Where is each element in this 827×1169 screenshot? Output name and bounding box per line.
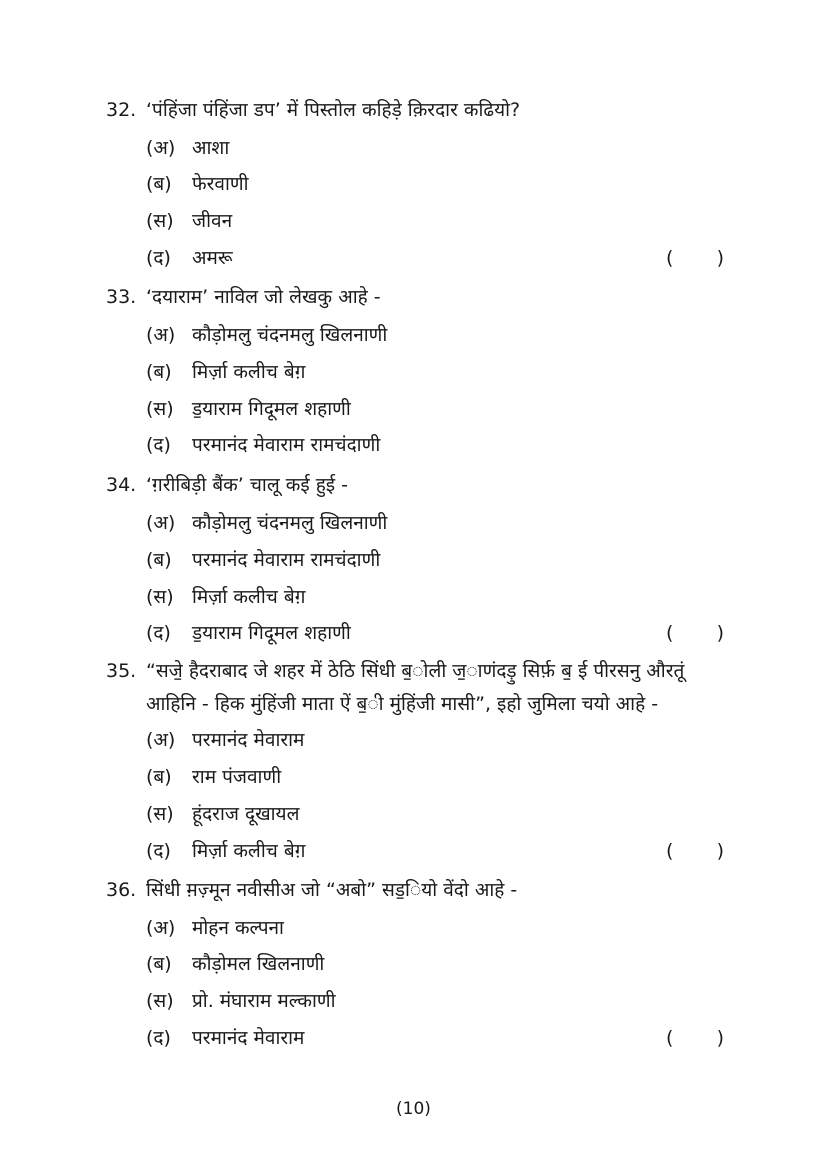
option-row xyxy=(0,396,827,426)
option-label: (स) xyxy=(146,586,174,608)
option-label: (ब) xyxy=(146,173,172,195)
option-label: (स) xyxy=(146,398,174,420)
option-text: फेरवाणी xyxy=(192,173,249,195)
option-label: (ब) xyxy=(146,953,172,975)
answer-box-close: ) xyxy=(716,622,724,644)
option-label: (द) xyxy=(146,840,171,862)
page-number: (10) xyxy=(396,1099,431,1119)
option-text: ड॒याराम गिदूमल शहाणी xyxy=(192,398,351,420)
option-text: आशा xyxy=(192,137,230,159)
question-number: 33. xyxy=(106,286,137,308)
option-label: (अ) xyxy=(146,729,176,751)
option-label: (द) xyxy=(146,1027,171,1049)
option-label: (अ) xyxy=(146,324,176,346)
answer-box-close: ) xyxy=(716,840,724,862)
answer-box-open: ( xyxy=(666,622,674,644)
option-text: परमानंद मेवाराम xyxy=(192,1027,305,1049)
option-row xyxy=(0,510,827,540)
option-row xyxy=(0,584,827,614)
question-text: “सजे॒ हैदराबाद जे शहर में ठेठि सिंधी ब॒ोली ज॒ाणंदड़ु सिर्फ़ ब॒ ई पीरसनु औरतूं xyxy=(146,660,685,682)
option-label: (स) xyxy=(146,803,174,825)
question-text-continuation: आहिनि - हिक मुंहिंजी माता ऐं ब॒ी मुंहिंजी मासी”, इहो जुमिला चयो आहे - xyxy=(146,693,659,715)
option-row xyxy=(0,801,827,831)
option-row xyxy=(0,838,827,868)
option-text: मोहन कल्पना xyxy=(192,917,284,939)
option-label: (अ) xyxy=(146,512,176,534)
option-label: (स) xyxy=(146,990,174,1012)
option-text: प्रो. मंघाराम मल्काणी xyxy=(192,990,336,1012)
option-text: हूंदराज दूखायल xyxy=(192,803,300,825)
option-label: (अ) xyxy=(146,917,176,939)
question-35-continuation-row xyxy=(0,691,827,721)
option-text: कौड़ोमल खिलनाणी xyxy=(192,953,325,975)
option-text: ड॒याराम गिदूमल शहाणी xyxy=(192,622,351,644)
option-text: मिर्ज़ा कलीच बेग़ xyxy=(192,361,306,383)
option-row xyxy=(0,727,827,757)
option-text: कौड़ोमलु चंदनमलु खिलनाणी xyxy=(192,512,388,534)
option-label: (द) xyxy=(146,434,171,456)
option-label: (ब) xyxy=(146,361,172,383)
answer-box-open: ( xyxy=(666,247,674,269)
option-row xyxy=(0,208,827,238)
option-label: (ब) xyxy=(146,549,172,571)
question-35 xyxy=(0,658,827,688)
option-row xyxy=(0,620,827,650)
option-label: (स) xyxy=(146,210,174,232)
option-row xyxy=(0,951,827,981)
option-text: मिर्ज़ा कलीच बेग़ xyxy=(192,586,306,608)
option-text: राम पंजवाणी xyxy=(192,766,282,788)
option-text: परमानंद मेवाराम xyxy=(192,729,305,751)
question-33 xyxy=(0,284,827,314)
question-text: ‘पंहिंजा पंहिंजा डप’ में पिस्तोल कहिड़े क़िरदार कढियो? xyxy=(146,99,521,121)
option-row xyxy=(0,915,827,945)
question-text: सिंधी म़ज़्मून नवीसीअ जो “अबो” सड॒ियो वेंदो आहे - xyxy=(146,879,518,901)
answer-box-open: ( xyxy=(666,1027,674,1049)
question-number: 35. xyxy=(106,660,137,682)
option-row xyxy=(0,1025,827,1055)
option-text: जीवन xyxy=(192,210,233,232)
question-text: ‘ग़रीबिड़ी बैंक’ चालू कई हुई - xyxy=(146,474,349,496)
option-text: अमरू xyxy=(192,247,233,269)
answer-box-close: ) xyxy=(716,1027,724,1049)
option-row xyxy=(0,245,827,275)
option-row xyxy=(0,547,827,577)
option-label: (ब) xyxy=(146,766,172,788)
option-row xyxy=(0,171,827,201)
answer-box-close: ) xyxy=(716,247,724,269)
option-text: परमानंद मेवाराम रामचंदाणी xyxy=(192,549,381,571)
question-number: 32. xyxy=(106,99,137,121)
option-label: (द) xyxy=(146,247,171,269)
option-row xyxy=(0,432,827,462)
question-34 xyxy=(0,472,827,502)
option-text: परमानंद मेवाराम रामचंदाणी xyxy=(192,434,381,456)
option-row xyxy=(0,988,827,1018)
answer-box-open: ( xyxy=(666,840,674,862)
option-label: (द) xyxy=(146,622,171,644)
question-32 xyxy=(0,97,827,127)
option-row xyxy=(0,359,827,389)
option-row xyxy=(0,764,827,794)
question-number: 34. xyxy=(106,474,137,496)
option-text: मिर्ज़ा कलीच बेग़ xyxy=(192,840,306,862)
question-number: 36. xyxy=(106,879,137,901)
option-row xyxy=(0,135,827,165)
option-text: कौड़ोमलु चंदनमलु खिलनाणी xyxy=(192,324,388,346)
option-label: (अ) xyxy=(146,137,176,159)
question-text: ‘दयाराम’ नाविल जो लेखकु आहे - xyxy=(146,286,381,308)
option-row xyxy=(0,322,827,352)
question-36 xyxy=(0,877,827,907)
